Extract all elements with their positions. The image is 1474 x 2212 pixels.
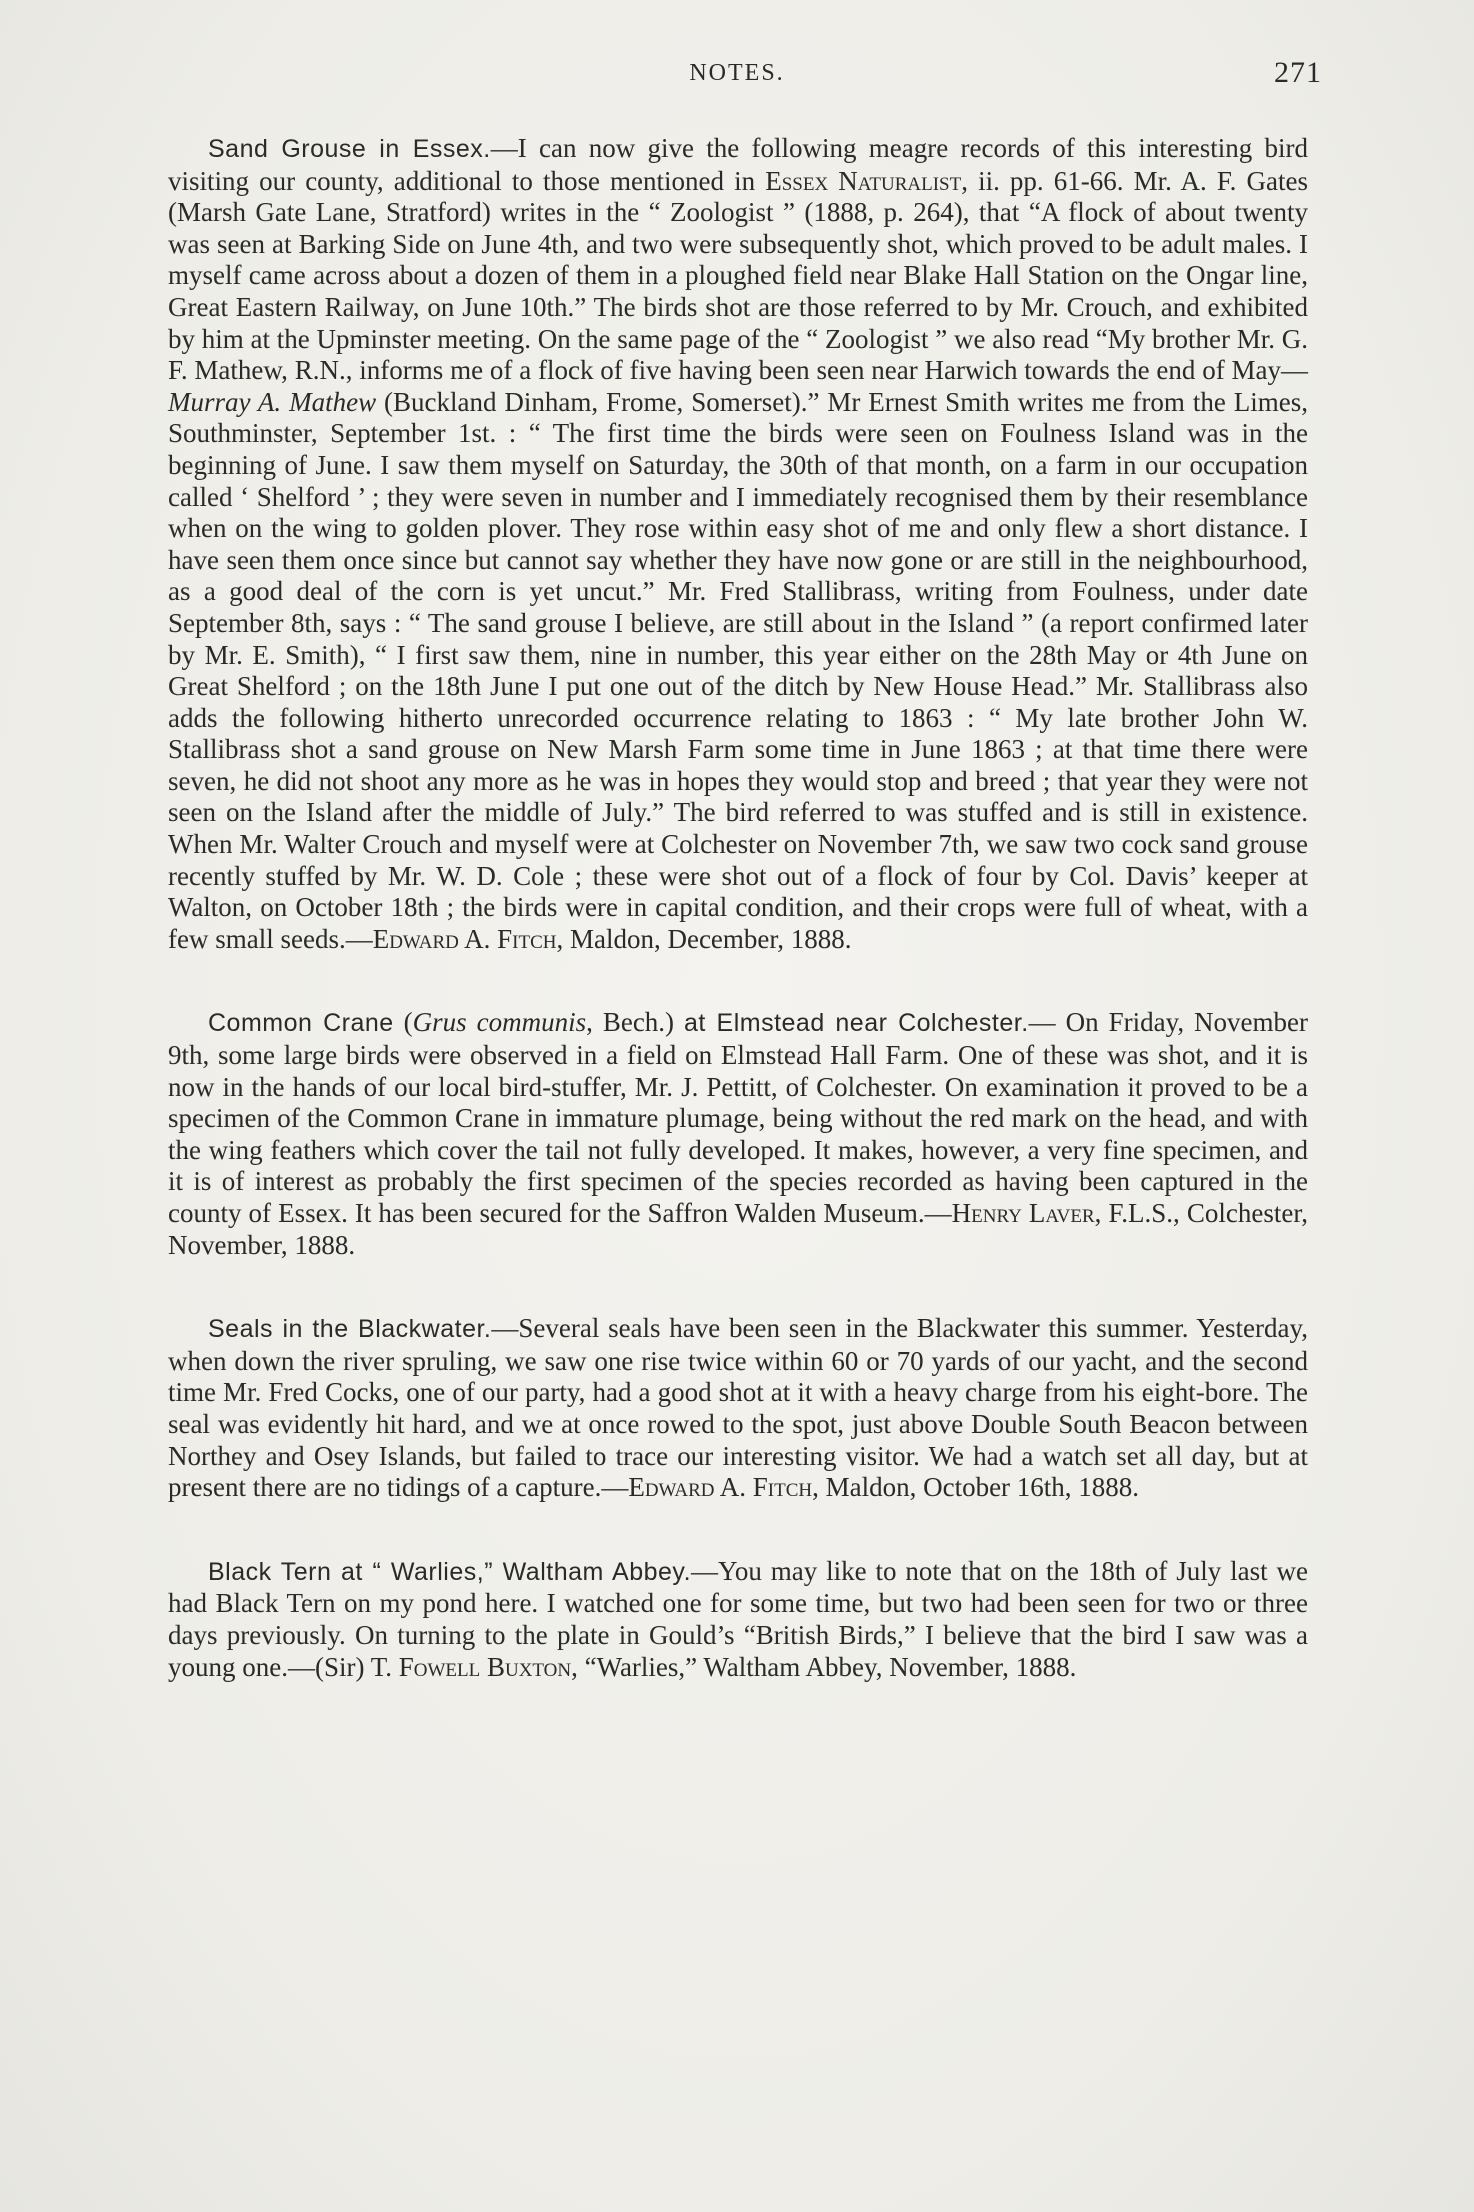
italic-text: Murray A. Mathew (168, 386, 377, 417)
notes-content (168, 133, 1308, 1683)
small-caps-name: Fowell Buxton (398, 1651, 572, 1682)
note-title: Seals in the Blackwater. (208, 1315, 492, 1344)
small-caps-name: Edward A. Fitch (628, 1472, 813, 1503)
note-body (168, 133, 1308, 954)
note-text: , “Warlies,” Waltham Abbey, November, 1888. (571, 1651, 1077, 1682)
small-caps-name: Edward A. Fitch (372, 923, 557, 954)
small-caps-name: Henry Laver (951, 1198, 1095, 1228)
note-body (168, 1007, 1308, 1259)
note-sand-grouse (168, 133, 1308, 955)
note-text: , Maldon, October 16th, 1888. (812, 1472, 1140, 1503)
small-caps-name: Essex Naturalist (765, 165, 962, 196)
note-title-continued: at Elmstead near Colchester. (684, 1009, 1029, 1038)
note-text: —You may like to note that on the 18th of July last we had Black Tern on my pond here. I watched one for some time, but two had been seen for two or three days previously. On turning to the plate in Gould’s “British Birds,” I believe that the bird I saw was a young one.—(Sir) T. (168, 1555, 1308, 1682)
running-title: NOTES. (689, 60, 785, 86)
note-text: —Several seals have been seen in the Blackwater this summer. Yesterday, when down the river spruling, we saw one rise twice within 60 or 70 yards of our yacht, and the second time Mr. Fred Cocks, one of our party, had a good shot at it with a heavy charge from his eight-bore. The seal was evidently hit hard, and we at once rowed to the spot, just above Double South Beacon between Northey and Osey Islands, but failed to trace our interesting visitor. We had a watch set all day, but at present there are no tidings of a capture.— (168, 1313, 1308, 1503)
note-text: —I can now give the following meagre records of this interesting bird visiting our county, additional to those mentioned in (168, 133, 1308, 196)
note-text: ( (393, 1007, 413, 1038)
note-text: , F.L.S., Colchester, November, 1888. (168, 1198, 1308, 1260)
note-text: (Buckland Dinham, Frome, Somerset).” Mr Ernest Smith writes me from the Limes, Southminster, September 1st. : “ The first time the birds were seen on Foulness Island was in the beginning of June. I saw them myself on Saturday, the 30th of that month, on a farm in our occupation called ‘ Shelford ’ ; they were seven in number and I immediately recognised them by their resemblance when on the wing to golden plover. They rose within easy shot of me and only flew a short distance. I have seen them once since but cannot say whether they have now gone or are still in the neighbourhood, as a good deal of the corn is yet uncut.” Mr. Fred Stallibrass, writing from Foulness, under date September 8th, says : “ The sand grouse I believe, are still about in the Island ” (a report confirmed later by Mr. E. Smith), “ I first saw them, nine in number, this year either on the 28th May or 4th June on Great Shelford ; on the 18th June I put one out of the ditch by New House Head.” Mr. Stallibrass also adds the following hitherto unrecorded occurrence relating to 1863 : “ My late brother John W. Stallibrass shot a sand grouse on New Marsh Farm some time in June 1863 ; at that time there were seven, he did not shoot any more as he was in hopes they would stop and breed ; that year they were not seen on the Island after the middle of July.” The bird referred to was stuffed and is still in existence. When Mr. Walter Crouch and myself were at Colchester on November 7th, we saw two cock sand grouse recently stuffed by Mr. W. D. Cole ; these were shot out of a flock of four by Col. Davis’ keeper at Walton, on October 18th ; the birds were in capital condition, and their crops were full of wheat, with a few small seeds.— (168, 386, 1308, 954)
italic-text: Grus communis (412, 1007, 587, 1038)
note-title: Black Tern at “ Warlies,” Waltham Abbey. (208, 1557, 692, 1586)
note-black-tern (168, 1556, 1308, 1683)
note-title: Common Crane (208, 1009, 394, 1038)
note-seals (168, 1313, 1308, 1504)
note-text: , Bech.) (586, 1007, 685, 1038)
note-common-crane (168, 1007, 1308, 1261)
note-title: Sand Grouse in Essex. (208, 135, 491, 163)
note-text: , Maldon, December, 1888. (556, 923, 852, 954)
page-number: 271 (1274, 56, 1322, 89)
note-text: , ii. pp. 61-66. Mr. A. F. Gates (Marsh Gate Lane, Stratford) writes in the “ Zoologist ” (1888, p. 264), that “A flock of about twenty was seen at Barking Side on June 4th, and two were subsequently shot, which proved to be adult males. I myself came across about a dozen of them in a ploughed field near Blake Hall Station on the Ongar line, Great Eastern Railway, on June 10th.” The birds shot are those referred to by Mr. Crouch, and exhibited by him at the Upminster meeting. On the same page of the “ Zoologist ” we also read “My brother Mr. G. F. Mathew, R.N., informs me of a flock of five having been seen near Harwich towards the end of May— (168, 165, 1308, 386)
running-head (0, 56, 1474, 96)
note-text: — On Friday, November 9th, some large birds were observed in a field on Elmstead Hall Farm. One of these was shot, and it is now in the hands of our local bird-stuffer, Mr. J. Pettitt, of Colchester. On examination it proved to be a specimen of the Common Crane in immature plumage, being without the red mark on the head, and with the wing feathers which cover the tail not fully developed. It makes, however, a very fine specimen, and it is of interest as probably the first specimen of the species recorded as having been captured in the county of Essex. It has been secured for the Saffron Walden Museum.— (168, 1007, 1308, 1228)
